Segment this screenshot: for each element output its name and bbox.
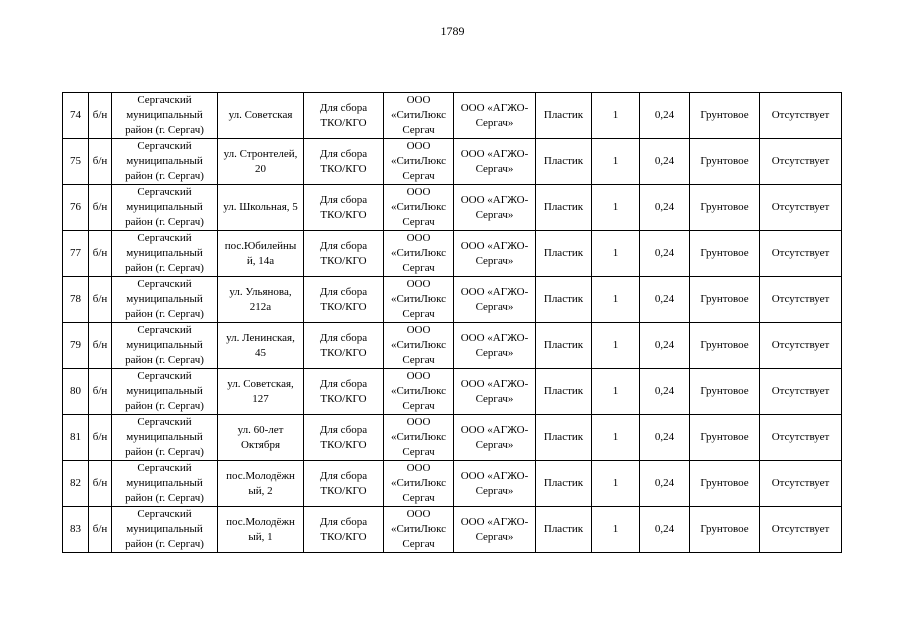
cell-address: ул. Советская, 127 xyxy=(218,369,304,415)
cell-number: 80 xyxy=(63,369,89,415)
cell-district: Сергачский муниципальный район (г. Сергач) xyxy=(112,277,218,323)
cell-bn: б/н xyxy=(89,231,112,277)
cell-district: Сергачский муниципальный район (г. Сергач) xyxy=(112,507,218,553)
cell-address: ул. Советская xyxy=(218,93,304,139)
cell-address: ул. Стронтелей, 20 xyxy=(218,139,304,185)
cell-number: 75 xyxy=(63,139,89,185)
cell-material: Пластик xyxy=(536,93,592,139)
cell-fence: Отсутствует xyxy=(760,461,842,507)
cell-number: 74 xyxy=(63,93,89,139)
cell-district: Сергачский муниципальный район (г. Сергач) xyxy=(112,369,218,415)
cell-owner: ООО «СитиЛюкс Сергач xyxy=(384,323,454,369)
cell-surface: Грунтовое xyxy=(690,415,760,461)
cell-purpose: Для сбора ТКО/КГО xyxy=(304,139,384,185)
cell-purpose: Для сбора ТКО/КГО xyxy=(304,277,384,323)
cell-bn: б/н xyxy=(89,139,112,185)
cell-purpose: Для сбора ТКО/КГО xyxy=(304,323,384,369)
cell-count: 1 xyxy=(592,277,640,323)
cell-district: Сергачский муниципальный район (г. Сергач) xyxy=(112,323,218,369)
cell-volume: 0,24 xyxy=(640,139,690,185)
cell-district: Сергачский муниципальный район (г. Сергач) xyxy=(112,139,218,185)
cell-volume: 0,24 xyxy=(640,507,690,553)
cell-volume: 0,24 xyxy=(640,323,690,369)
cell-bn: б/н xyxy=(89,507,112,553)
cell-district: Сергачский муниципальный район (г. Сергач) xyxy=(112,93,218,139)
cell-address: пос.Юбилейны й, 14а xyxy=(218,231,304,277)
cell-material: Пластик xyxy=(536,369,592,415)
cell-number: 81 xyxy=(63,415,89,461)
cell-owner: ООО «СитиЛюкс Сергач xyxy=(384,277,454,323)
cell-operator: ООО «АГЖО- Сергач» xyxy=(454,415,536,461)
cell-volume: 0,24 xyxy=(640,415,690,461)
cell-count: 1 xyxy=(592,415,640,461)
cell-surface: Грунтовое xyxy=(690,139,760,185)
cell-surface: Грунтовое xyxy=(690,231,760,277)
cell-material: Пластик xyxy=(536,507,592,553)
page-number: 1789 xyxy=(440,24,465,38)
cell-count: 1 xyxy=(592,461,640,507)
cell-surface: Грунтовое xyxy=(690,323,760,369)
cell-fence: Отсутствует xyxy=(760,231,842,277)
cell-address: ул. Ленинская, 45 xyxy=(218,323,304,369)
cell-purpose: Для сбора ТКО/КГО xyxy=(304,461,384,507)
cell-operator: ООО «АГЖО- Сергач» xyxy=(454,369,536,415)
cell-purpose: Для сбора ТКО/КГО xyxy=(304,185,384,231)
cell-count: 1 xyxy=(592,369,640,415)
cell-material: Пластик xyxy=(536,277,592,323)
cell-purpose: Для сбора ТКО/КГО xyxy=(304,369,384,415)
cell-count: 1 xyxy=(592,185,640,231)
cell-purpose: Для сбора ТКО/КГО xyxy=(304,231,384,277)
cell-count: 1 xyxy=(592,507,640,553)
cell-bn: б/н xyxy=(89,185,112,231)
cell-volume: 0,24 xyxy=(640,231,690,277)
cell-district: Сергачский муниципальный район (г. Сергач) xyxy=(112,415,218,461)
cell-operator: ООО «АГЖО- Сергач» xyxy=(454,93,536,139)
cell-count: 1 xyxy=(592,93,640,139)
cell-address: пос.Молодёжн ый, 1 xyxy=(218,507,304,553)
cell-material: Пластик xyxy=(536,415,592,461)
cell-bn: б/н xyxy=(89,461,112,507)
cell-owner: ООО «СитиЛюкс Сергач xyxy=(384,369,454,415)
cell-operator: ООО «АГЖО- Сергач» xyxy=(454,277,536,323)
cell-operator: ООО «АГЖО- Сергач» xyxy=(454,139,536,185)
cell-number: 79 xyxy=(63,323,89,369)
waste-sites-table xyxy=(62,92,842,553)
cell-surface: Грунтовое xyxy=(690,369,760,415)
table-row xyxy=(63,369,842,415)
cell-number: 77 xyxy=(63,231,89,277)
cell-surface: Грунтовое xyxy=(690,461,760,507)
cell-volume: 0,24 xyxy=(640,369,690,415)
cell-bn: б/н xyxy=(89,277,112,323)
cell-owner: ООО «СитиЛюкс Сергач xyxy=(384,185,454,231)
cell-operator: ООО «АГЖО- Сергач» xyxy=(454,461,536,507)
cell-owner: ООО «СитиЛюкс Сергач xyxy=(384,139,454,185)
cell-number: 82 xyxy=(63,461,89,507)
cell-material: Пластик xyxy=(536,323,592,369)
cell-surface: Грунтовое xyxy=(690,93,760,139)
cell-purpose: Для сбора ТКО/КГО xyxy=(304,415,384,461)
cell-district: Сергачский муниципальный район (г. Сергач) xyxy=(112,185,218,231)
cell-purpose: Для сбора ТКО/КГО xyxy=(304,507,384,553)
cell-material: Пластик xyxy=(536,461,592,507)
cell-owner: ООО «СитиЛюкс Сергач xyxy=(384,461,454,507)
cell-fence: Отсутствует xyxy=(760,323,842,369)
cell-operator: ООО «АГЖО- Сергач» xyxy=(454,323,536,369)
cell-fence: Отсутствует xyxy=(760,93,842,139)
cell-bn: б/н xyxy=(89,415,112,461)
table-body xyxy=(63,93,842,553)
cell-material: Пластик xyxy=(536,139,592,185)
cell-owner: ООО «СитиЛюкс Сергач xyxy=(384,507,454,553)
cell-surface: Грунтовое xyxy=(690,507,760,553)
cell-address: ул. Школьная, 5 xyxy=(218,185,304,231)
table-row xyxy=(63,231,842,277)
cell-owner: ООО «СитиЛюкс Сергач xyxy=(384,231,454,277)
table-row xyxy=(63,415,842,461)
table-row xyxy=(63,93,842,139)
cell-bn: б/н xyxy=(89,323,112,369)
cell-address: пос.Молодёжн ый, 2 xyxy=(218,461,304,507)
cell-operator: ООО «АГЖО- Сергач» xyxy=(454,231,536,277)
cell-operator: ООО «АГЖО- Сергач» xyxy=(454,507,536,553)
cell-district: Сергачский муниципальный район (г. Сергач) xyxy=(112,461,218,507)
cell-volume: 0,24 xyxy=(640,185,690,231)
cell-number: 76 xyxy=(63,185,89,231)
cell-owner: ООО «СитиЛюкс Сергач xyxy=(384,415,454,461)
cell-material: Пластик xyxy=(536,185,592,231)
cell-purpose: Для сбора ТКО/КГО xyxy=(304,93,384,139)
cell-volume: 0,24 xyxy=(640,93,690,139)
table-row xyxy=(63,277,842,323)
cell-fence: Отсутствует xyxy=(760,507,842,553)
cell-volume: 0,24 xyxy=(640,461,690,507)
cell-count: 1 xyxy=(592,231,640,277)
cell-number: 78 xyxy=(63,277,89,323)
cell-bn: б/н xyxy=(89,369,112,415)
cell-fence: Отсутствует xyxy=(760,369,842,415)
cell-owner: ООО «СитиЛюкс Сергач xyxy=(384,93,454,139)
cell-address: ул. Ульянова, 212а xyxy=(218,277,304,323)
cell-fence: Отсутствует xyxy=(760,277,842,323)
cell-bn: б/н xyxy=(89,93,112,139)
table-row xyxy=(63,507,842,553)
cell-district: Сергачский муниципальный район (г. Сергач) xyxy=(112,231,218,277)
cell-number: 83 xyxy=(63,507,89,553)
cell-volume: 0,24 xyxy=(640,277,690,323)
cell-surface: Грунтовое xyxy=(690,277,760,323)
cell-fence: Отсутствует xyxy=(760,415,842,461)
table-row xyxy=(63,461,842,507)
cell-operator: ООО «АГЖО- Сергач» xyxy=(454,185,536,231)
cell-count: 1 xyxy=(592,139,640,185)
table-row xyxy=(63,323,842,369)
cell-count: 1 xyxy=(592,323,640,369)
cell-fence: Отсутствует xyxy=(760,139,842,185)
table-row xyxy=(63,185,842,231)
cell-surface: Грунтовое xyxy=(690,185,760,231)
cell-fence: Отсутствует xyxy=(760,185,842,231)
cell-address: ул. 60-лет Октября xyxy=(218,415,304,461)
table-row xyxy=(63,139,842,185)
cell-material: Пластик xyxy=(536,231,592,277)
